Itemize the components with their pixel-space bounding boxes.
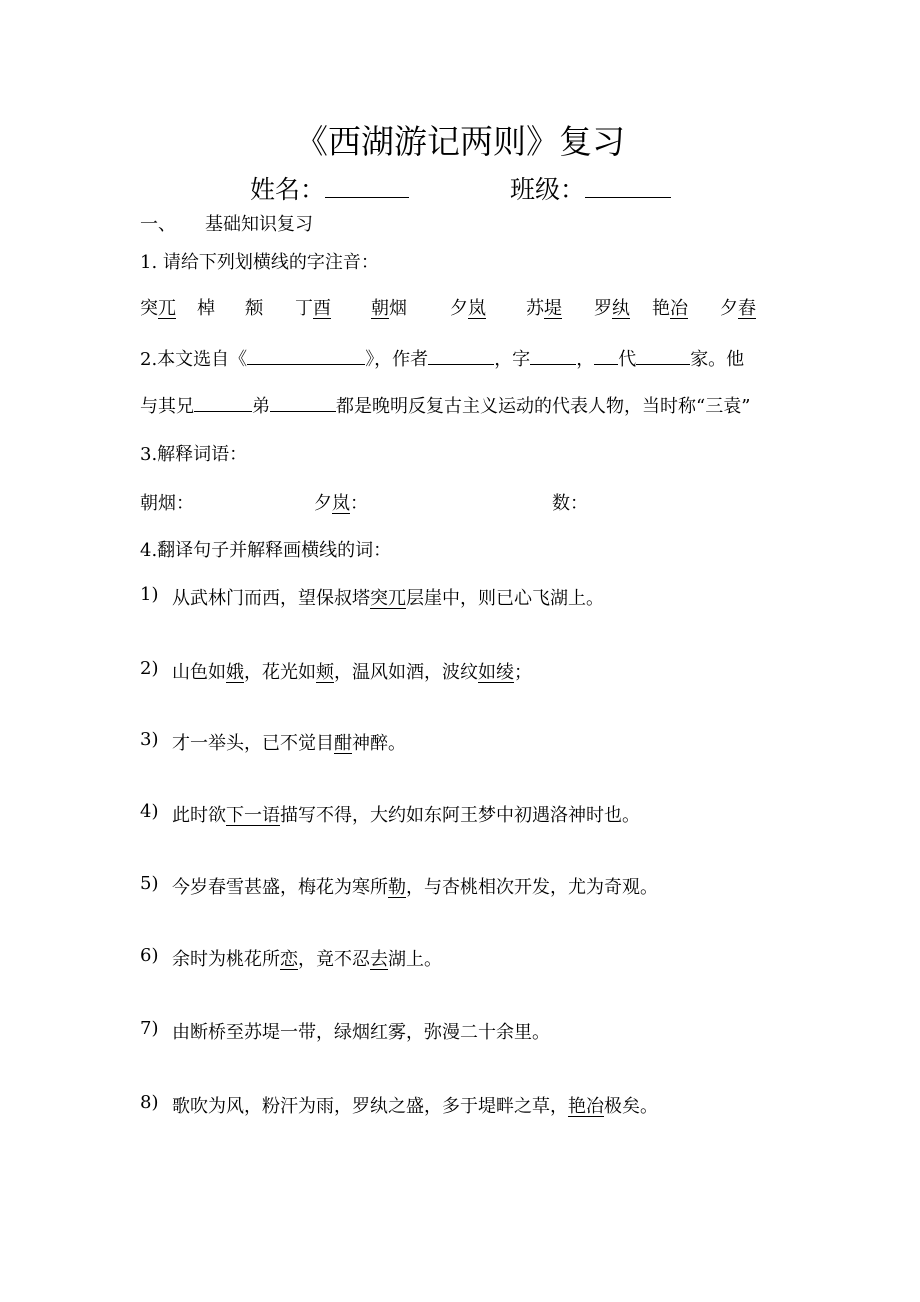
- q4-sentence-text: ，竟不忍: [298, 949, 370, 970]
- q4-underlined-word: 艳冶: [568, 1096, 604, 1117]
- class-blank[interactable]: [585, 172, 671, 198]
- q4-prompt: 4.翻译句子并解释画横线的词：: [140, 540, 392, 561]
- q4-sentence-text: 余时为桃花所: [172, 949, 280, 970]
- q2-text-c: ，字: [494, 349, 531, 370]
- q1-word-text: 颒: [245, 298, 263, 319]
- q4-item-sentence: [172, 945, 442, 971]
- q4-underlined-word: 如绫: [478, 662, 514, 683]
- q1-word-text: 罗: [594, 298, 612, 319]
- q3-term-2: [314, 489, 368, 515]
- q2-blank-source[interactable]: [247, 346, 365, 365]
- q2-text-g: 与其兄: [140, 396, 194, 417]
- q4-item-sentence: [172, 658, 532, 684]
- section-number: 一、: [140, 214, 176, 235]
- q3-prompt: 3.解释词语：: [140, 444, 248, 465]
- q4-item-number: 1): [140, 584, 159, 605]
- q4-item-number: 7): [140, 1018, 159, 1039]
- q1-word: [140, 294, 176, 320]
- q2-text-d: ，: [576, 349, 595, 370]
- q3-term-3: 数：: [552, 493, 588, 514]
- q1-word-text: 突: [140, 298, 158, 319]
- name-blank[interactable]: [325, 172, 409, 198]
- section-title: 基础知识复习: [205, 214, 313, 235]
- q2-blank-role[interactable]: [636, 346, 690, 365]
- q1-word-underlined: 岚: [468, 298, 486, 319]
- q2-text-b: 》，作者: [365, 349, 429, 370]
- q4-sentence-text: 描写不得，大约如东阿王梦中初遇洛神时也。: [280, 805, 640, 826]
- q3-term-1: 朝烟：: [140, 493, 194, 514]
- q1-word-underlined: 兀: [158, 298, 176, 319]
- class-field[interactable]: [510, 170, 671, 206]
- q1-word-underlined: 舂: [738, 298, 756, 319]
- q2-text-e: 代: [618, 349, 637, 370]
- q1-word-text: 丁: [295, 298, 313, 319]
- q4-item-number: 3): [140, 729, 159, 750]
- q3-term-2-pre: 夕: [314, 493, 332, 514]
- q1-word: [594, 294, 630, 320]
- q1-word-text: 苏: [526, 298, 544, 319]
- q1-word: [371, 294, 407, 320]
- page-title: 《西湖游记两则》复习: [295, 122, 625, 161]
- q1-word-text: 艳: [652, 298, 670, 319]
- q4-sentence-text: 由断桥至苏堤一带，绿烟红雾，弥漫二十余里。: [172, 1022, 550, 1043]
- q2-blank-brother[interactable]: [194, 393, 252, 412]
- q4-underlined-word: 酣: [334, 733, 352, 754]
- q2-blank-younger-brother[interactable]: [270, 393, 336, 412]
- q4-item-number: 6): [140, 945, 159, 966]
- q4-sentence-text: 从武林门而西，望保叔塔: [172, 588, 370, 609]
- q2-text-i: 都是晚明反复古主义运动的代表人物，当时称“三袁”: [336, 396, 751, 417]
- q4-underlined-word: 恋: [280, 949, 298, 970]
- q2-text-f: 家。他: [690, 349, 745, 370]
- q4-underlined-word: 勒: [388, 877, 406, 898]
- name-field[interactable]: [250, 170, 409, 206]
- q4-item-sentence: [172, 1092, 658, 1118]
- q4-sentence-text: 山色如: [172, 662, 226, 683]
- q1-word-underlined: 纨: [612, 298, 630, 319]
- q1-word-underlined: 冶: [670, 298, 688, 319]
- q4-sentence-text: 湖上。: [388, 949, 442, 970]
- q4-item-sentence: [172, 584, 604, 610]
- q4-sentence-text: ，与杏桃相次开发，尤为奇观。: [406, 877, 658, 898]
- q4-sentence-text: 神醉。: [352, 733, 406, 754]
- q2-line1: [140, 345, 744, 371]
- q4-underlined-word: 突兀: [370, 588, 406, 609]
- q4-sentence-text: ，温风如酒，波纹: [334, 662, 478, 683]
- q1-word-text: 夕: [450, 298, 468, 319]
- q1-word-text: 夕: [720, 298, 738, 319]
- q2-text-a: 2.本文选自《: [140, 349, 248, 370]
- q1-word: [720, 294, 756, 320]
- q4-underlined-word: 下一语: [226, 805, 280, 826]
- q4-sentence-text: 今岁春雪甚盛，梅花为寒所: [172, 877, 388, 898]
- q1-word-underlined: 堤: [544, 298, 562, 319]
- q4-sentence-text: 歌吹为风，粉汗为雨，罗纨之盛，多于堤畔之草，: [172, 1096, 568, 1117]
- q4-sentence-text: ；: [514, 662, 532, 683]
- q4-item-sentence: [172, 801, 640, 827]
- q2-line2: [140, 392, 750, 418]
- q2-blank-dynasty[interactable]: [594, 346, 618, 365]
- q1-word-text: 烟: [389, 298, 407, 319]
- q4-item-number: 8): [140, 1092, 159, 1113]
- q1-word: [450, 294, 486, 320]
- q1-word-underlined: 朝: [371, 298, 389, 319]
- q4-item-number: 5): [140, 873, 159, 894]
- q2-text-h: 弟: [252, 396, 270, 417]
- q4-sentence-text: 极矣。: [604, 1096, 658, 1117]
- q4-sentence-text: 才一举头，已不觉目: [172, 733, 334, 754]
- q4-item-sentence: [172, 873, 658, 899]
- q4-sentence-text: 此时欲: [172, 805, 226, 826]
- q4-sentence-text: ，花光如: [244, 662, 316, 683]
- q1-word-text: 棹: [197, 298, 215, 319]
- q4-item-sentence: [172, 1018, 550, 1044]
- q4-underlined-word: 娥: [226, 662, 244, 683]
- q1-word: [652, 294, 688, 320]
- q1-word: [245, 294, 263, 320]
- q1-word: [295, 294, 331, 320]
- class-label: 班级：: [510, 175, 586, 204]
- q2-blank-author[interactable]: [428, 346, 494, 365]
- q4-item-number: 2): [140, 658, 159, 679]
- q4-item-number: 4): [140, 801, 159, 822]
- name-label: 姓名：: [250, 175, 326, 204]
- q3-term-2-underlined: 岚: [332, 493, 350, 514]
- q4-underlined-word: 去: [370, 949, 388, 970]
- q1-word-underlined: 酉: [313, 298, 331, 319]
- q1-prompt: 1. 请给下列划横线的字注音：: [140, 252, 379, 273]
- q1-word: [197, 294, 215, 320]
- q3-term-2-post: ：: [350, 493, 368, 514]
- q2-blank-courtesy[interactable]: [530, 346, 576, 365]
- q4-underlined-word: 颊: [316, 662, 334, 683]
- q4-sentence-text: 层崖中，则已心飞湖上。: [406, 588, 604, 609]
- q4-item-sentence: [172, 729, 406, 755]
- q1-word: [526, 294, 562, 320]
